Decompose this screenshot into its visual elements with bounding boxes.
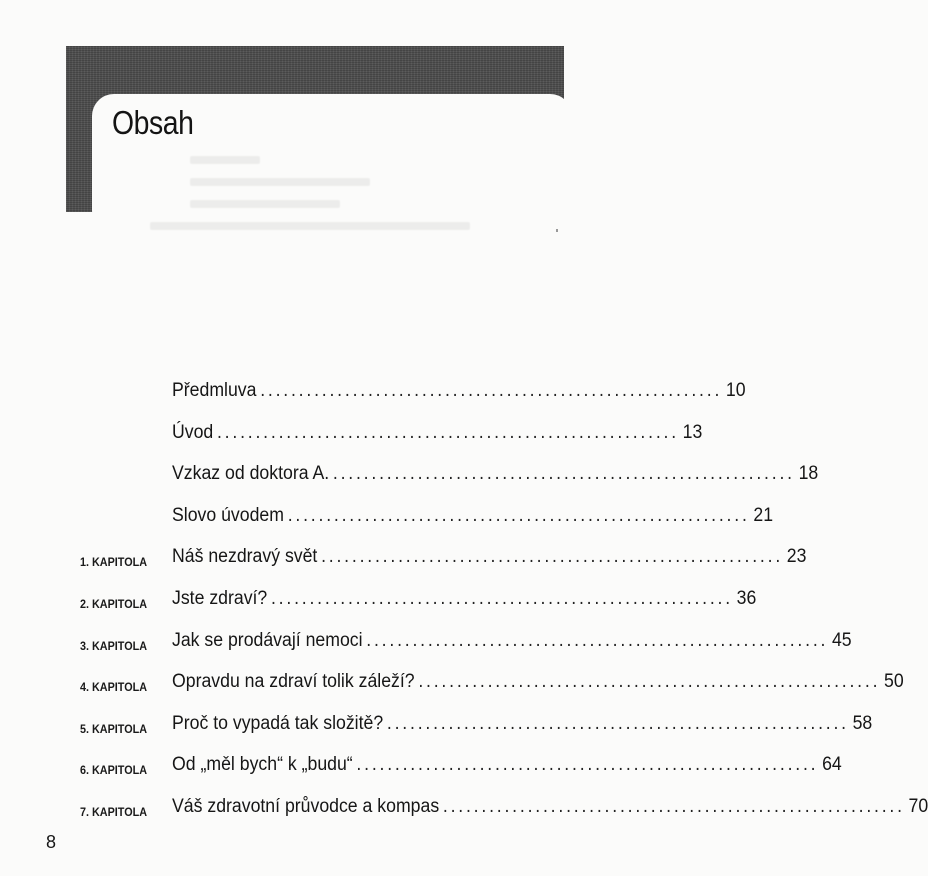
chapter-label: 3. KAPITOLA: [80, 639, 148, 653]
scan-speck: [556, 229, 558, 232]
toc-entry-line: [172, 630, 852, 652]
toc-entry-line: [172, 796, 928, 818]
toc-entry-title: Váš zdravotní průvodce a kompas: [172, 796, 440, 817]
chapter-label: 5. KAPITOLA: [80, 722, 148, 736]
toc-entry-line: [172, 463, 819, 485]
toc-entry-title: Jak se prodávají nemoci: [172, 630, 363, 651]
chapter-label: 4. KAPITOLA: [80, 680, 148, 694]
dot-leader: ............................................................: [366, 630, 829, 651]
toc-entry-title: Od „měl bych“ k „budu“: [172, 754, 353, 775]
chapter-label: 6. KAPITOLA: [80, 763, 148, 777]
show-through-shadow: [150, 156, 470, 256]
dot-leader: ............................................................: [356, 754, 819, 775]
toc-entry: [0, 713, 873, 743]
toc-entry-line: [172, 380, 746, 402]
toc-entry-page: 10: [725, 380, 746, 401]
dot-leader: ............................................................: [287, 505, 750, 526]
dot-leader: ............................................................: [216, 422, 679, 443]
toc-entry-page: 70: [908, 796, 928, 817]
toc-entry-page: 21: [753, 505, 774, 526]
toc-entry: [0, 671, 904, 701]
toc-entry-page: 50: [884, 671, 904, 692]
toc-entry: [0, 422, 703, 452]
toc-entry: [0, 588, 757, 618]
dot-leader: ............................................................: [260, 380, 723, 401]
toc-entry: [0, 505, 774, 535]
toc-entry-title: Předmluva: [172, 380, 257, 401]
dot-leader: ............................................................: [321, 546, 784, 567]
toc-entry-title: Úvod: [172, 422, 214, 443]
toc-entry-page: 23: [786, 546, 807, 567]
toc-entry: [0, 796, 928, 826]
toc-entry-page: 64: [822, 754, 842, 775]
toc-entry-title: Vzkaz od doktora A.: [172, 463, 330, 484]
toc-entry-title: Slovo úvodem: [172, 505, 284, 526]
toc-entry-line: [172, 754, 842, 776]
toc-entry: [0, 754, 842, 784]
toc-entry: [0, 463, 819, 493]
dot-leader: ............................................................: [386, 713, 849, 734]
toc-entry-title: Proč to vypadá tak složitě?: [172, 713, 384, 734]
toc-entry: [0, 380, 746, 410]
dot-leader: ............................................................: [332, 463, 795, 484]
toc-entry-page: 58: [852, 713, 873, 734]
toc-entry-line: [172, 505, 774, 527]
dot-leader: ............................................................: [442, 796, 905, 817]
dot-leader: ............................................................: [418, 671, 881, 692]
toc-entry: [0, 546, 807, 576]
toc-entry-line: [172, 422, 703, 444]
page-number: 8: [46, 832, 57, 852]
toc-entry-line: [172, 546, 807, 568]
toc-entry: [0, 630, 852, 660]
toc-entry-page: 36: [736, 588, 757, 609]
dot-leader: ............................................................: [270, 588, 733, 609]
toc-entry-title: Opravdu na zdraví tolik záleží?: [172, 671, 415, 692]
toc-entry-line: [172, 713, 873, 735]
toc-entry-title: Jste zdraví?: [172, 588, 268, 609]
toc-entry-line: [172, 588, 757, 610]
toc-entry-title: Náš nezdravý svět: [172, 546, 318, 567]
chapter-label: 1. KAPITOLA: [80, 555, 148, 569]
toc-entry-page: 45: [831, 630, 852, 651]
toc-entry-page: 13: [682, 422, 703, 443]
toc-entry-line: [172, 671, 904, 693]
chapter-label: 7. KAPITOLA: [80, 805, 148, 819]
toc-entry-page: 18: [798, 463, 819, 484]
chapter-label: 2. KAPITOLA: [80, 597, 148, 611]
page-title: Obsah: [112, 104, 194, 141]
